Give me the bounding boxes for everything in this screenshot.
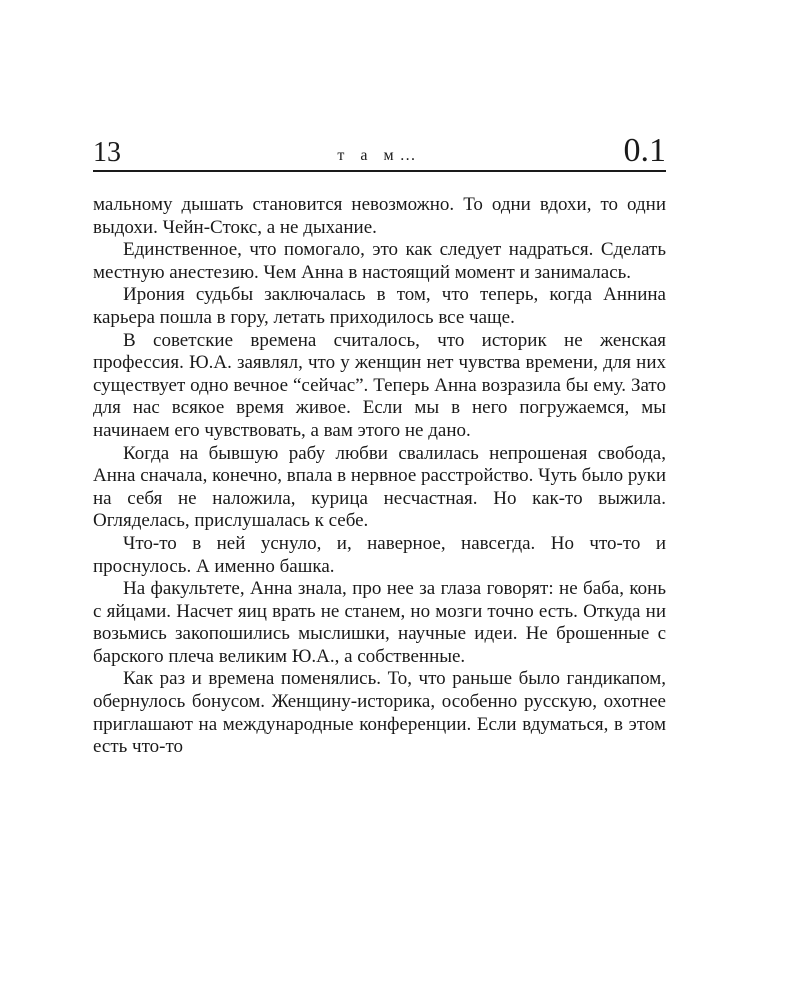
paragraph: мальному дышать становится невозможно. То одни вдохи, то одни выдохи. Чейн-Стокс, а не дыхание.	[93, 194, 666, 238]
paragraph: Когда на бывшую рабу любви свалилась непрошеная свобода, Анна сначала, конечно, впала в нервное расстройство. Чуть было руки на себя не наложила, курица несчастная. Но как-то выжила. Огляделась, прислушалась к себе.	[93, 442, 666, 532]
body-text	[93, 194, 666, 759]
running-title: т а м…	[337, 147, 422, 164]
page-header	[93, 130, 666, 172]
page-number: 13	[93, 137, 121, 168]
section-number: 0.1	[623, 132, 666, 169]
paragraph: Единственное, что помогало, это как следует надраться. Сделать местную анестезию. Чем Анна в настоящий момент и занималась.	[93, 239, 666, 283]
paragraph: Что-то в ней уснуло, и, наверное, навсегда. Но что-то и проснулось. А именно башка.	[93, 532, 666, 577]
book-page	[93, 130, 666, 759]
paragraph: Как раз и времена поменялись. То, что раньше было гандикапом, обернулось бонусом. Женщину-историка, особенно русскую, охотнее приглашают на международные конференции. Если вдуматься, в этом есть что-то	[93, 668, 666, 758]
paragraph: В советские времена считалось, что историк не женская профессия. Ю.А. заявлял, что у женщин нет чувства времени, для них существует одно вечное “сейчас”. Теперь Анна возразила бы ему. Зато для нас всякое время живое. Если мы в него погружаемся, мы начинаем его чувствовать, а вам этого не дано.	[93, 329, 666, 441]
paragraph: Ирония судьбы заключалась в том, что теперь, когда Аннина карьера пошла в гору, летать приходилось все чаще.	[93, 284, 666, 328]
paragraph: На факультете, Анна знала, про нее за глаза говорят: не баба, конь с яйцами. Насчет яиц врать не станем, но мозги точно есть. Откуда ни возьмись закопошились мыслишки, научные идеи. Не брошенные с барского плеча великим Ю.А., а собственные.	[93, 578, 666, 667]
